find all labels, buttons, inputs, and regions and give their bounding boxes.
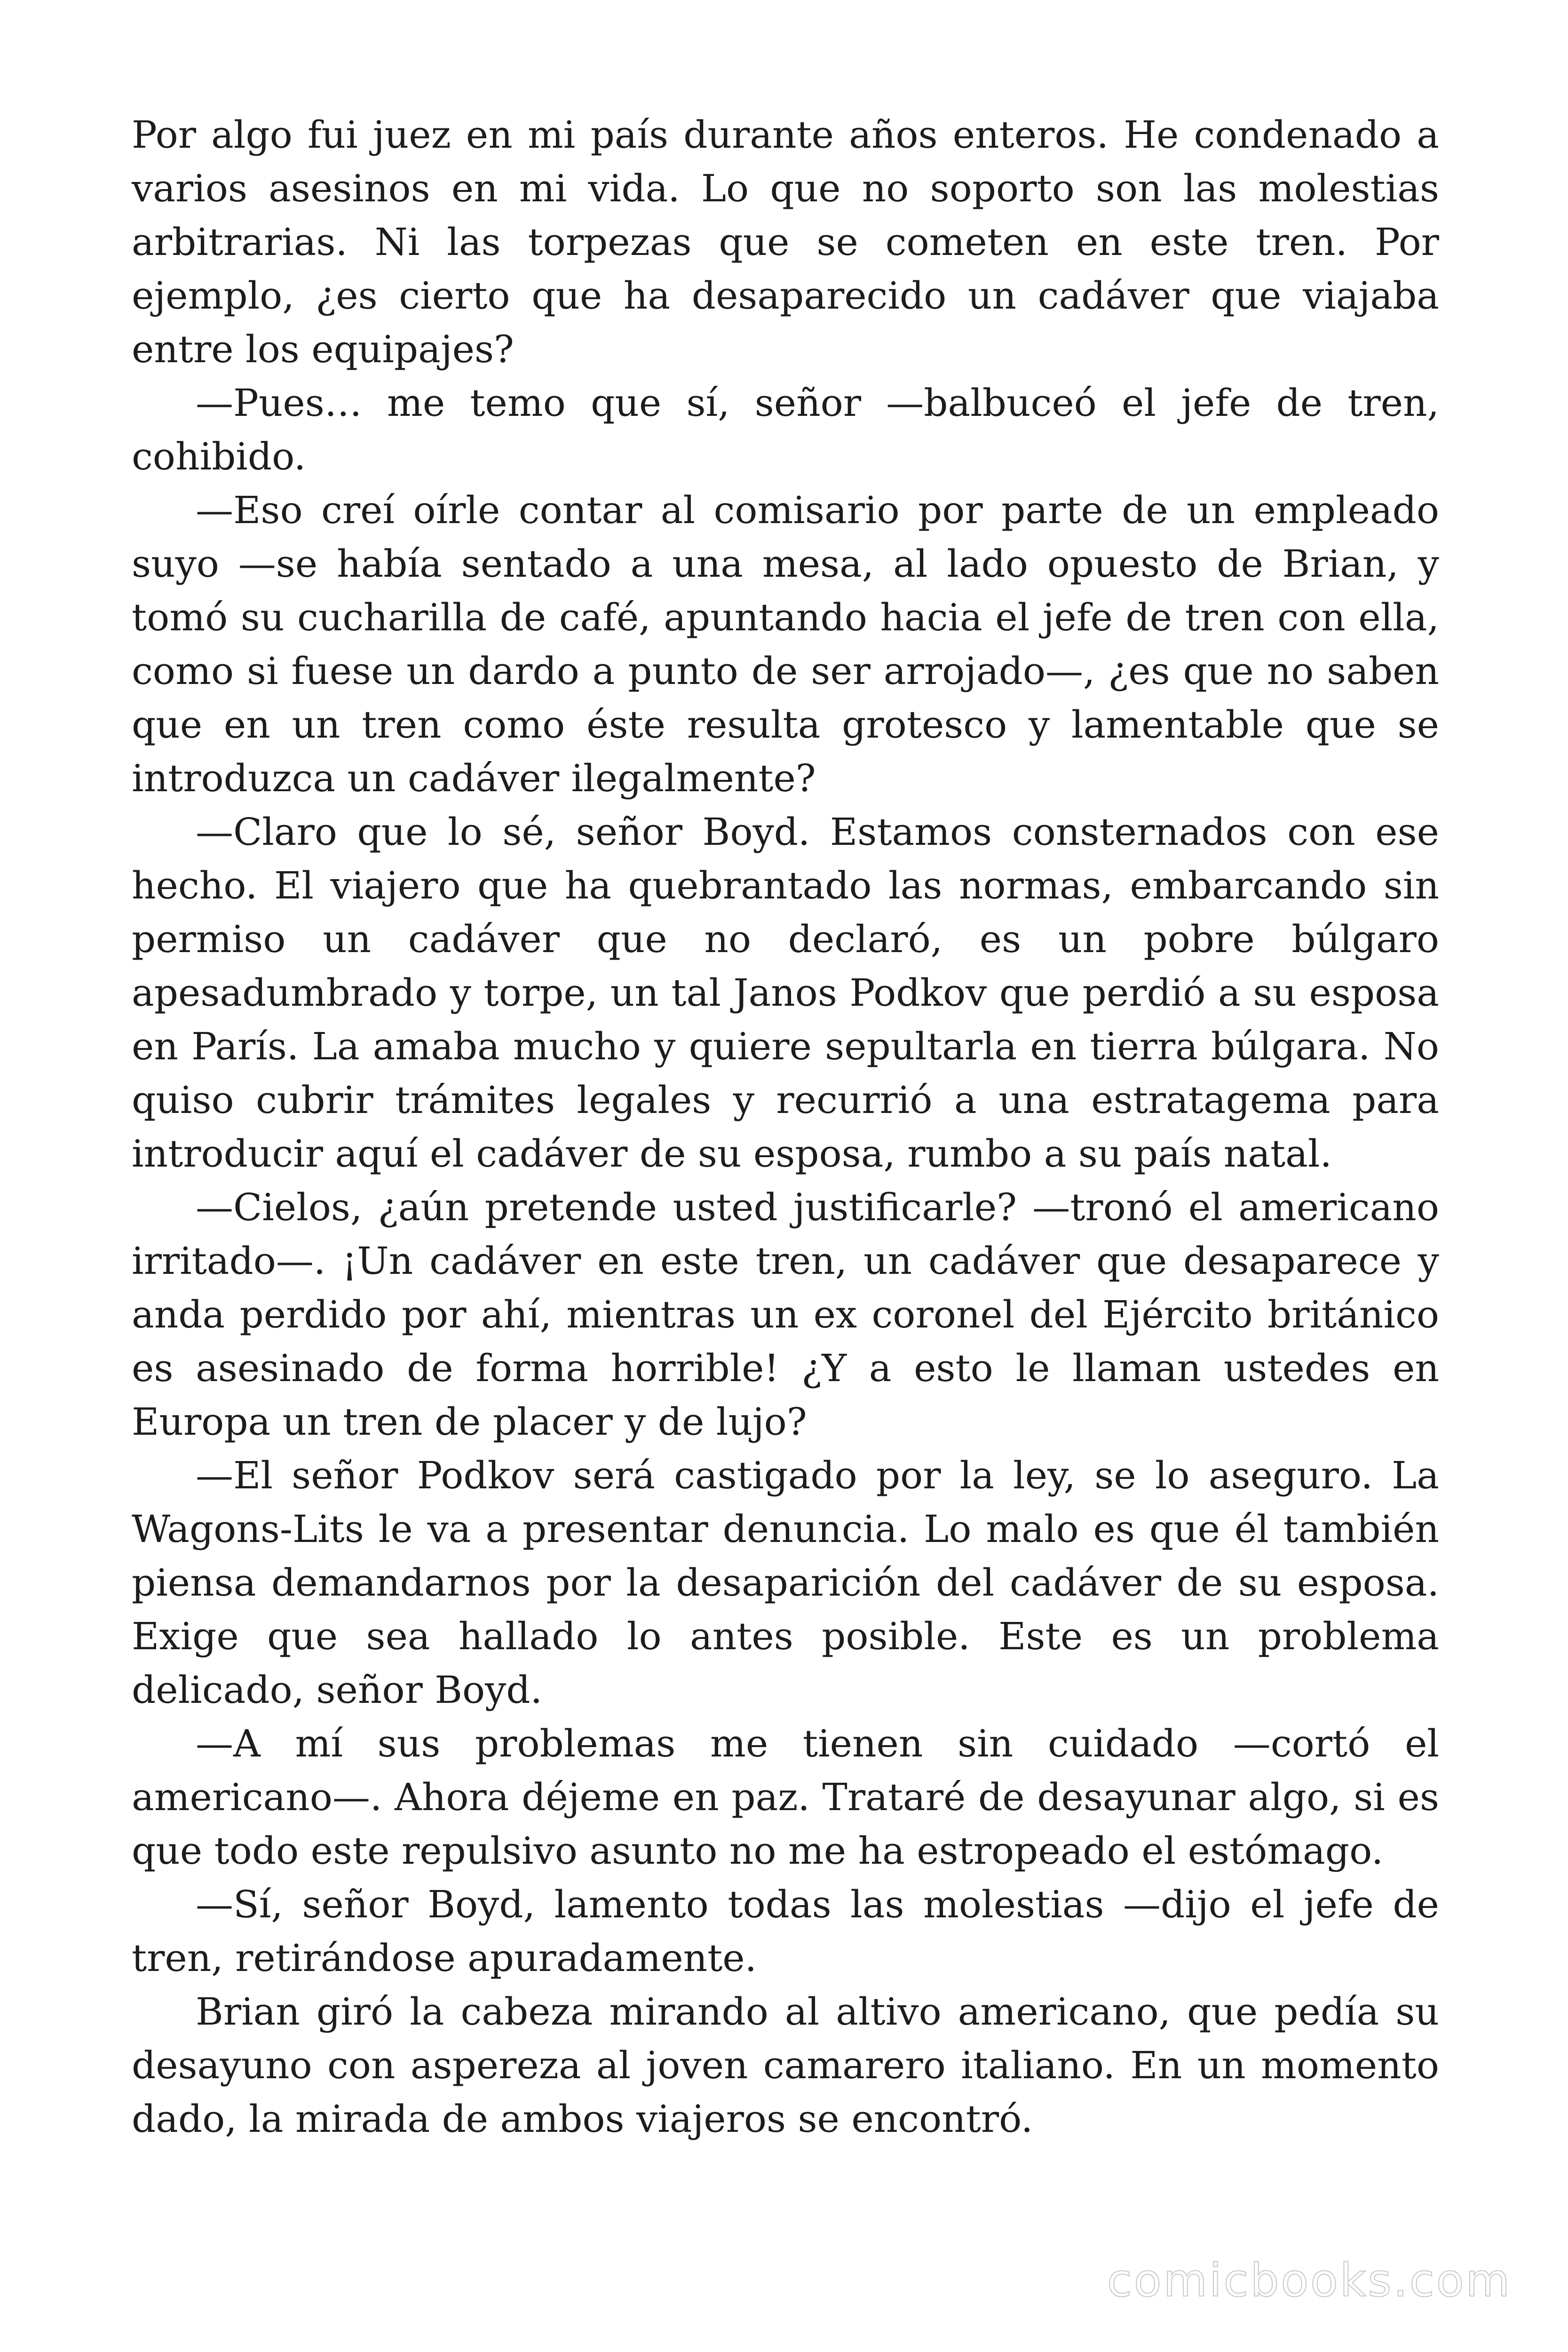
- paragraph-2: —Pues… me temo que sí, señor —balbuceó el jefe de tren, cohibido.: [132, 381, 1439, 478]
- paragraph-9: Brian giró la cabeza mirando al altivo americano, que pedía su desayuno con aspereza al joven camarero italiano. En un momento dado, la mirada de ambos viajeros se encontró.: [132, 1990, 1439, 2141]
- watermark: comicbooks.com: [1107, 2254, 1512, 2307]
- paragraph-1: Por algo fui juez en mi país durante años enteros. He condenado a varios asesinos en mi vida. Lo que no soporto son las molestias arbitrarias. Ni las torpezas que se cometen en este tren. Por ejemplo, ¿es cierto que ha desaparecido un cadáver que viajaba entre los equipajes?: [132, 113, 1439, 371]
- paragraph-4: —Claro que lo sé, señor Boyd. Estamos consternados con ese hecho. El viajero que ha quebrantado las normas, embarcando sin permiso un cadáver que no declaró, es un pobre búlgaro apesadumbrado y torpe, un tal Janos Podkov que perdió a su esposa en París. La amaba mucho y quiere sepultarla en tierra búlgara. No quiso cubrir trámites legales y recurrió a una estratagema para introducir aquí el cadáver de su esposa, rumbo a su país natal.: [132, 810, 1439, 1176]
- page-body: [132, 108, 1439, 2146]
- paragraph-5: —Cielos, ¿aún pretende usted justificarle? —tronó el americano irritado—. ¡Un cadáver en este tren, un cadáver que desaparece y anda perdido por ahí, mientras un ex coronel del Ejército británico es asesinado de forma horrible! ¿Y a esto le llaman ustedes en Europa un tren de placer y de lujo?: [132, 1185, 1439, 1444]
- paragraph-3: —Eso creí oírle contar al comisario por parte de un empleado suyo —se había sentado a una mesa, al lado opuesto de Brian, y tomó su cucharilla de café, apuntando hacia el jefe de tren con ella, como si fuese un dardo a punto de ser arrojado—, ¿es que no saben que en un tren como éste resulta grotesco y lamentable que se introduzca un cadáver ilegalmente?: [132, 488, 1439, 800]
- paragraph-8: —Sí, señor Boyd, lamento todas las molestias —dijo el jefe de tren, retirándose apuradamente.: [132, 1883, 1439, 1980]
- paragraph-6: —El señor Podkov será castigado por la ley, se lo aseguro. La Wagons-Lits le va a presentar denuncia. Lo malo es que él también piensa demandarnos por la desaparición del cadáver de su esposa. Exige que sea hallado lo antes posible. Este es un problema delicado, señor Boyd.: [132, 1454, 1439, 1712]
- paragraph-7: —A mí sus problemas me tienen sin cuidado —cortó el americano—. Ahora déjeme en paz. Trataré de desayunar algo, si es que todo este repulsivo asunto no me ha estropeado el estómago.: [132, 1722, 1439, 1873]
